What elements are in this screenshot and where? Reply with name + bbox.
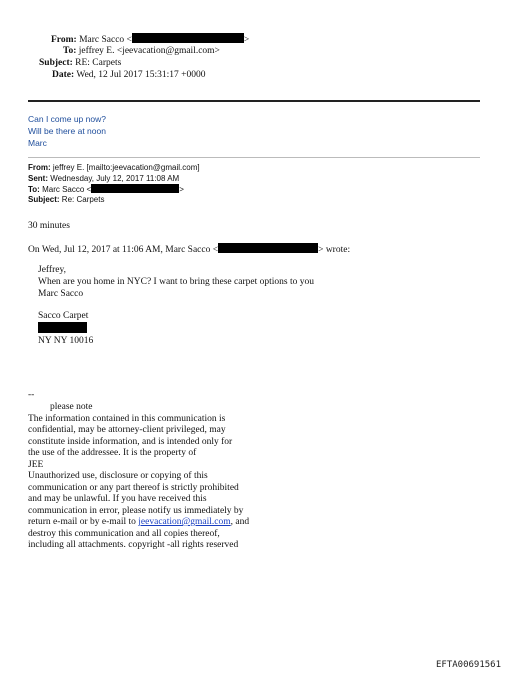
quoted-company: Sacco Carpet bbox=[38, 311, 89, 321]
disclaimer-line: constitute inside information, and is intended only for bbox=[28, 436, 233, 447]
email-date-row bbox=[52, 69, 206, 81]
quoted-divider bbox=[28, 157, 480, 158]
reply-line-2: Will be there at noon bbox=[28, 126, 106, 136]
quoted-line-1: Jeffrey, bbox=[38, 265, 66, 275]
quoted-to-row: To: Marc Sacco < > bbox=[28, 185, 184, 194]
signature-dashes: -- bbox=[28, 390, 35, 400]
disclaimer-line: and may be unlawful. If you have received this bbox=[28, 494, 207, 504]
redaction-bar bbox=[132, 33, 244, 43]
disclaimer-line: the use of the addressee. It is the property of bbox=[28, 448, 197, 458]
jeffrey-reply: 30 minutes bbox=[28, 221, 70, 231]
email-to-row bbox=[63, 45, 220, 57]
disclaimer-line: communication in error, please notify us immediately by bbox=[28, 505, 244, 516]
subject-value: RE: Carpets bbox=[75, 58, 122, 68]
quoted-sent-row: Sent: Wednesday, July 12, 2017 11:08 AM bbox=[28, 173, 180, 183]
disclaimer-line: JEE bbox=[28, 459, 44, 470]
quoted-subject-row: Subject: Re: Carpets bbox=[28, 194, 105, 204]
from-value: Marc Sacco < bbox=[79, 35, 132, 45]
quoted-from-row: From: jeffrey E. [mailto:jeevacation@gmail.com] bbox=[28, 163, 200, 172]
quoted-city: NY NY 10016 bbox=[38, 336, 94, 346]
email-link[interactable]: jeevacation@gmail.com bbox=[138, 517, 231, 527]
from-label: From: bbox=[51, 35, 77, 45]
to-label: To: bbox=[63, 46, 77, 56]
quoted-line-2: When are you home in NYC? I want to bring these carpet options to you bbox=[38, 277, 314, 287]
redaction-bar bbox=[38, 322, 87, 333]
date-label: Date: bbox=[52, 70, 75, 80]
header-divider bbox=[28, 100, 480, 102]
disclaimer-line: Unauthorized use, disclosure or copying of this bbox=[28, 471, 208, 481]
email-subject-row bbox=[39, 57, 121, 69]
redaction-bar bbox=[91, 184, 179, 193]
disclaimer-line: communication or any part thereof is strictly prohibited bbox=[28, 482, 239, 493]
signature-note: please note bbox=[50, 402, 93, 412]
quoted-line-3: Marc Sacco bbox=[38, 289, 84, 299]
disclaimer-line: destroy this communication and all copies thereof, bbox=[28, 528, 220, 539]
disclaimer-email-line: return e-mail or by e-mail to jeevacation@gmail.com, and bbox=[28, 517, 250, 527]
bates-number: EFTA00691561 bbox=[436, 660, 502, 670]
email-from-row: From: Marc Sacco < > bbox=[51, 35, 250, 45]
reply-line-3: Marc bbox=[28, 138, 47, 148]
redaction-bar bbox=[218, 243, 318, 253]
to-value: jeffrey E. <jeevacation@gmail.com> bbox=[78, 46, 220, 56]
wrote-line: On Wed, Jul 12, 2017 at 11:06 AM, Marc Sacco < > wrote: bbox=[28, 245, 351, 255]
reply-line-1: Can I come up now? bbox=[28, 114, 106, 124]
disclaimer-line: including all attachments. copyright -all rights reserved bbox=[28, 540, 239, 550]
disclaimer-line: The information contained in this communication is bbox=[28, 413, 226, 424]
subject-label: Subject: bbox=[39, 58, 73, 68]
date-value: Wed, 12 Jul 2017 15:31:17 +0000 bbox=[76, 70, 206, 80]
disclaimer-line: confidential, may be attorney-client privileged, may bbox=[28, 425, 226, 435]
